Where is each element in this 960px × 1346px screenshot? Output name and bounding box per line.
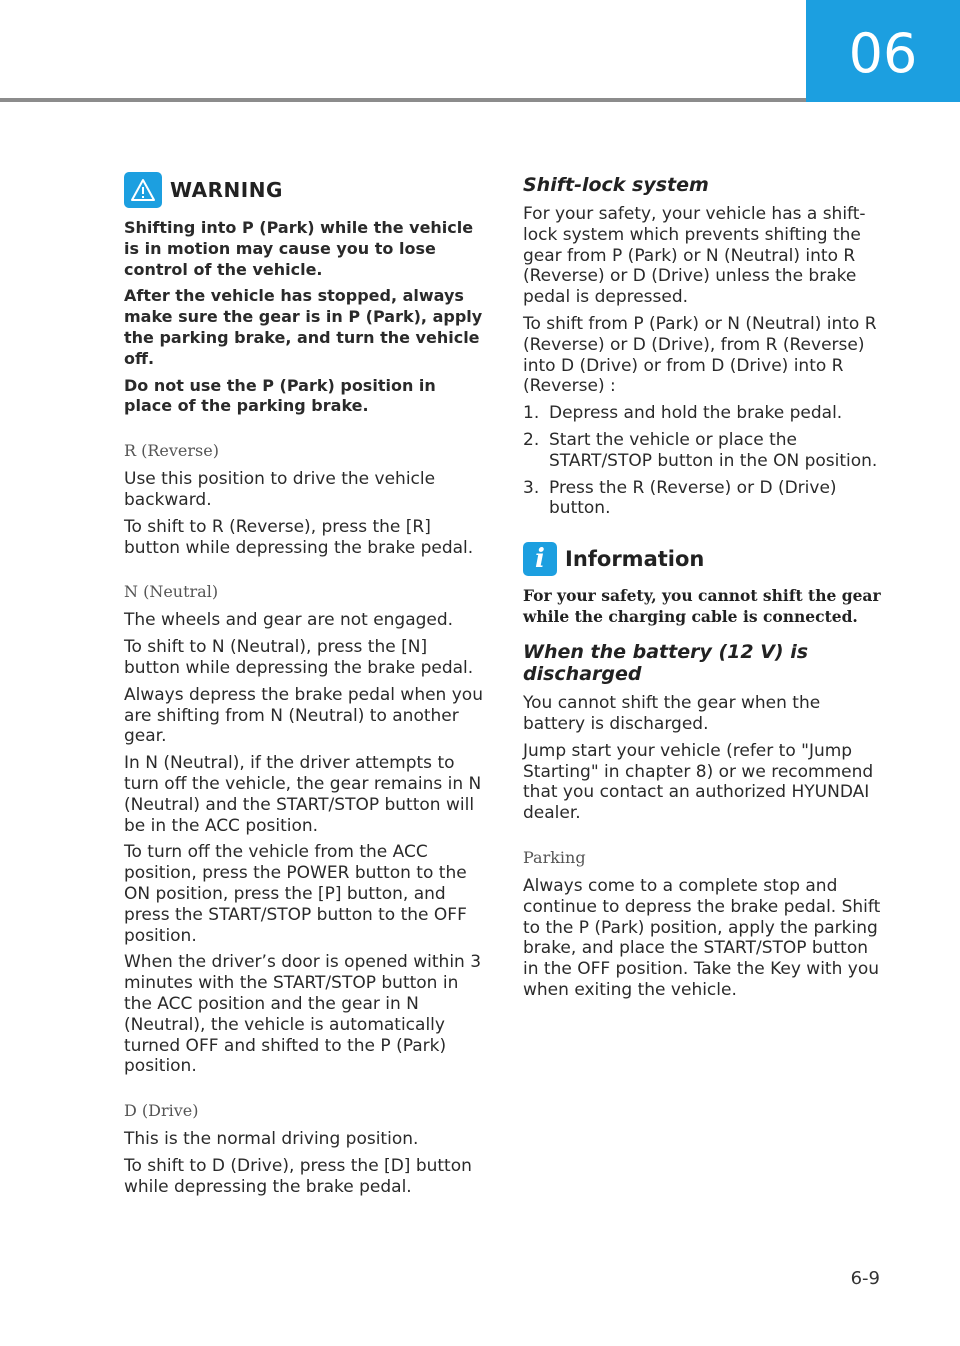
warning-text: After the vehicle has stopped, always make sure the gear is in P (Park), apply the parking brake, and turn the vehicle off. <box>124 286 483 368</box>
warning-text: Shifting into P (Park) while the vehicle is in motion may cause you to lose control of the vehicle. <box>124 218 474 279</box>
step-number: 2. <box>523 429 540 450</box>
parking-heading: Parking <box>523 847 586 867</box>
chapter-tab: 06 <box>806 0 960 102</box>
neutral-text: To turn off the vehicle from the ACC position, press the POWER button to the ON position, press the [P] button, and press the START/STOP button to the OFF position. <box>124 842 467 946</box>
neutral-text: Always depress the brake pedal when you are shifting from N (Neutral) to another gear. <box>124 684 483 747</box>
step-number: 1. <box>523 403 540 424</box>
neutral-text: When the driver’s door is opened within 3 minutes with the START/STOP button in the ACC position and the gear in N (Neutral), the vehicle is automatically turned OFF and shifted to the P (Park) position. <box>124 952 482 1077</box>
step-text: Press the R (Reverse) or D (Drive) button. <box>549 477 837 519</box>
shiftlock-steps <box>523 403 885 519</box>
list-item <box>523 403 885 424</box>
neutral-text: To shift to N (Neutral), press the [N] button while depressing the brake pedal. <box>124 637 474 678</box>
step-text: Start the vehicle or place the START/STOP button in the ON position. <box>549 429 878 471</box>
info-icon: i <box>523 542 557 576</box>
parking-text: Always come to a complete stop and continue to depress the brake pedal. Shift to the P (Park) position, apply the parking brake, and place the START/STOP button in the OFF position. Take the Key with you when exiting the vehicle. <box>523 875 881 1000</box>
information-title: Information <box>565 547 705 572</box>
right-column <box>523 170 885 1007</box>
shiftlock-heading: Shift-lock system <box>523 174 709 196</box>
shiftlock-text: To shift from P (Park) or N (Neutral) into R (Reverse) or D (Drive), from R (Reverse) into D (Drive) or from D (Drive) into R (Reverse) : <box>523 313 877 397</box>
reverse-heading: R (Reverse) <box>124 441 219 461</box>
left-column <box>124 170 486 1203</box>
drive-heading: D (Drive) <box>124 1101 199 1121</box>
neutral-heading: N (Neutral) <box>124 582 219 602</box>
battery-text: Jump start your vehicle (refer to "Jump Starting" in chapter 8) or we recommend that you contact an authorized HYUNDAI dealer. <box>523 740 874 824</box>
battery-heading: When the battery (12 V) is discharged <box>523 641 809 686</box>
header-rule <box>0 98 806 102</box>
reverse-text: To shift to R (Reverse), press the [R] button while depressing the brake pedal. <box>124 516 474 558</box>
information-header <box>523 541 885 577</box>
neutral-text: The wheels and gear are not engaged. <box>124 610 454 631</box>
step-number: 3. <box>523 477 540 498</box>
warning-header <box>124 170 486 210</box>
information-text: For your safety, you cannot shift the gear while the charging cable is connected. <box>523 586 881 627</box>
drive-text: To shift to D (Drive), press the [D] button while depressing the brake pedal. <box>124 1155 472 1197</box>
warning-text: Do not use the P (Park) position in place of the parking brake. <box>124 375 436 416</box>
shiftlock-text: For your safety, your vehicle has a shift-lock system which prevents shifting the gear from P (Park) or N (Neutral) into R (Reverse) or D (Drive) unless the brake pedal is depressed. <box>523 204 866 308</box>
warning-triangle-icon <box>124 172 162 208</box>
reverse-text: Use this position to drive the vehicle backward. <box>124 469 436 510</box>
neutral-text: In N (Neutral), if the driver attempts to turn off the vehicle, the gear remains in N (Neutral) and the START/STOP button will be in the ACC position. <box>124 753 482 836</box>
page-number: 6-9 <box>850 1268 880 1289</box>
list-item <box>523 478 885 520</box>
warning-title: WARNING <box>170 178 283 202</box>
drive-text: This is the normal driving position. <box>124 1129 419 1150</box>
battery-text: You cannot shift the gear when the battery is discharged. <box>523 693 821 734</box>
list-item <box>523 430 885 472</box>
step-text: Depress and hold the brake pedal. <box>549 403 843 424</box>
